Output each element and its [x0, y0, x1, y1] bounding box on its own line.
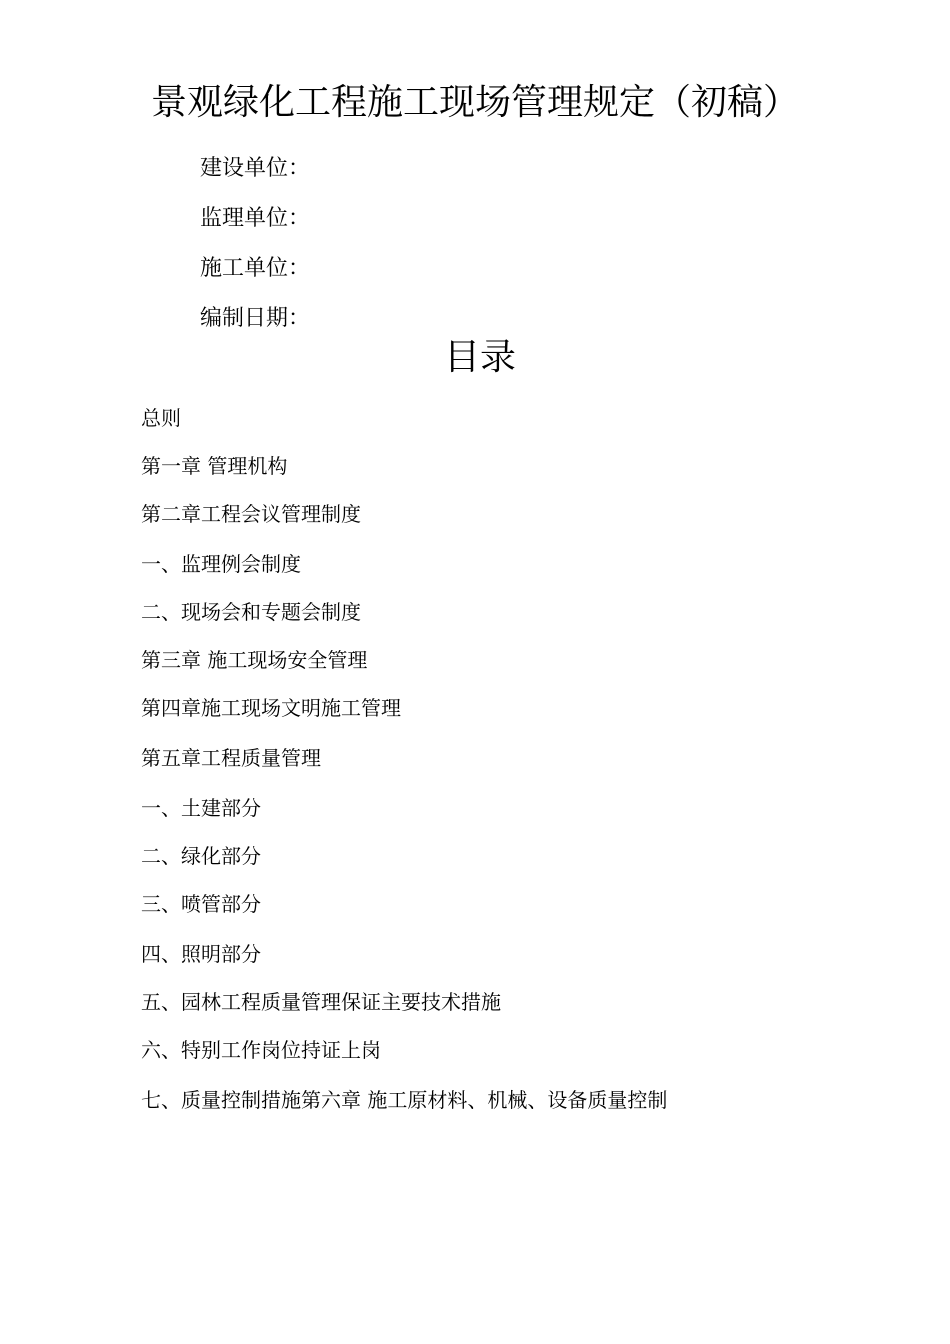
compile-date-label: 编制日期：: [200, 306, 311, 331]
supervision-unit-label: 监理单位：: [200, 206, 311, 231]
toc-entry: 一、监理例会制度: [141, 552, 301, 576]
toc-entry: 第一章 管理机构: [141, 454, 288, 478]
toc-heading: 目录: [443, 337, 516, 378]
toc-entry: 二、现场会和专题会制度: [141, 600, 361, 624]
toc-entry: 二、绿化部分: [141, 844, 261, 868]
toc-entry: 一、土建部分: [141, 796, 261, 820]
toc-entry: 第三章 施工现场安全管理: [141, 648, 368, 672]
document-title: 景观绿化工程施工现场管理规定（初稿）: [150, 82, 799, 123]
toc-entry: 六、特别工作岗位持证上岗: [141, 1038, 381, 1062]
toc-entry: 第四章施工现场文明施工管理: [141, 696, 401, 720]
toc-entry: 五、园林工程质量管理保证主要技术措施: [141, 990, 501, 1014]
construction-unit-label: 建设单位：: [200, 156, 311, 181]
toc-entry: 七、质量控制措施第六章 施工原材料、机械、设备质量控制: [141, 1088, 668, 1112]
contractor-unit-label: 施工单位：: [200, 256, 311, 281]
toc-entry: 第二章工程会议管理制度: [141, 502, 361, 526]
toc-entry: 第五章工程质量管理: [141, 746, 321, 770]
toc-entry: 总则: [141, 406, 181, 430]
toc-entry: 三、喷管部分: [141, 892, 261, 916]
toc-entry: 四、照明部分: [141, 942, 261, 966]
